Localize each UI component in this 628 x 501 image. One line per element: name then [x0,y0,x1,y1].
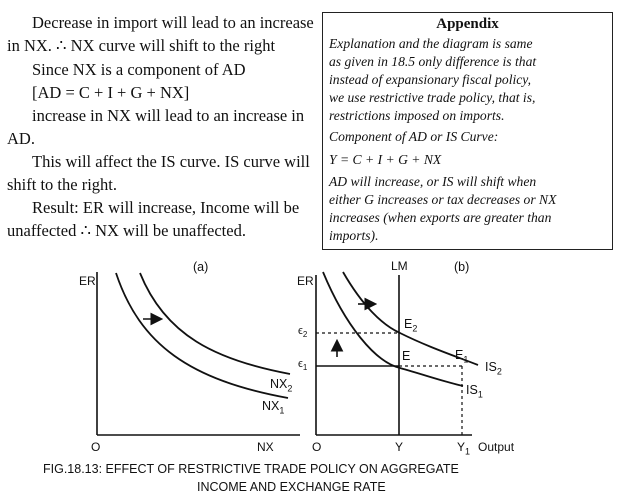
appendix-equation: Y = C + I + G + NX [329,152,442,167]
a-y-axis-label: ER [79,274,96,288]
appendix-line: instead of expansionary fiscal policy, [329,72,531,87]
appendix-line: Explanation and the diagram is same [329,36,533,51]
figure-caption-line1: FIG.18.13: EFFECT OF RESTRICTIVE TRADE POLICY ON AGGREGATE [43,462,459,476]
b-origin-label: O [312,440,322,454]
text-line: [AD = C + I + G + NX] [32,83,190,102]
figure-caption-line2: INCOME AND EXCHANGE RATE [197,480,386,494]
e1-axis-label: $\epsilon_1$ [298,358,308,373]
e2-axis-label: $\epsilon_2$ [298,325,308,340]
e1-point-label: $E_1$ [455,348,469,365]
nx2-curve [140,273,290,374]
y-tick-label: Y [395,440,404,454]
appendix-line: we use restrictive trade policy, that is, [329,90,536,105]
panel-label-a: (a) [193,260,209,274]
text-line: Decrease in import will lead to an increase [32,13,314,32]
text-line: shift to the right. [7,175,117,194]
appendix-line: increases (when exports are greater than [329,210,552,225]
output-axis-label: Output [478,440,515,454]
diagram-b [316,272,478,435]
appendix-line: restrictions imposed on imports. [329,108,505,123]
text-line: in NX. ∴ NX curve will shift to the right [7,36,276,55]
nx1-curve [116,273,288,398]
text-line: Result: ER will increase, Income will be [32,198,300,217]
appendix-line: as given in 18.5 only difference is that [329,54,537,69]
is1-label: $IS_1$ [466,383,483,400]
appendix-line: imports). [329,228,379,243]
panel-label-b: (b) [454,260,470,274]
text-line: Since NX is a component of AD [32,60,246,79]
lm-label: LM [391,259,408,273]
appendix-line: AD will increase, or IS will shift when [329,174,537,189]
e-point-label: E [402,349,411,363]
text-line: increase in NX will lead to an increase in [32,106,305,125]
b-y-axis-label: ER [297,274,314,288]
e2-point-label: $E_2$ [404,317,418,334]
text-line: AD. [7,129,35,148]
text-line: unaffected ∴ NX will be unaffected. [7,221,246,240]
nx1-label: $NX_1$ [262,399,285,416]
appendix-line: Component of AD or IS Curve: [329,129,499,144]
is2-label: $IS_2$ [485,360,502,377]
a-x-axis-label: NX [257,440,274,454]
text-line: This will affect the IS curve. IS curve will [32,152,310,171]
a-origin-label: O [91,440,101,454]
appendix-line: either G increases or tax decreases or NX [329,192,557,207]
appendix-title: Appendix [436,16,499,32]
nx2-label: $NX_2$ [270,377,293,394]
y1-tick-label: $Y_1$ [457,440,471,457]
